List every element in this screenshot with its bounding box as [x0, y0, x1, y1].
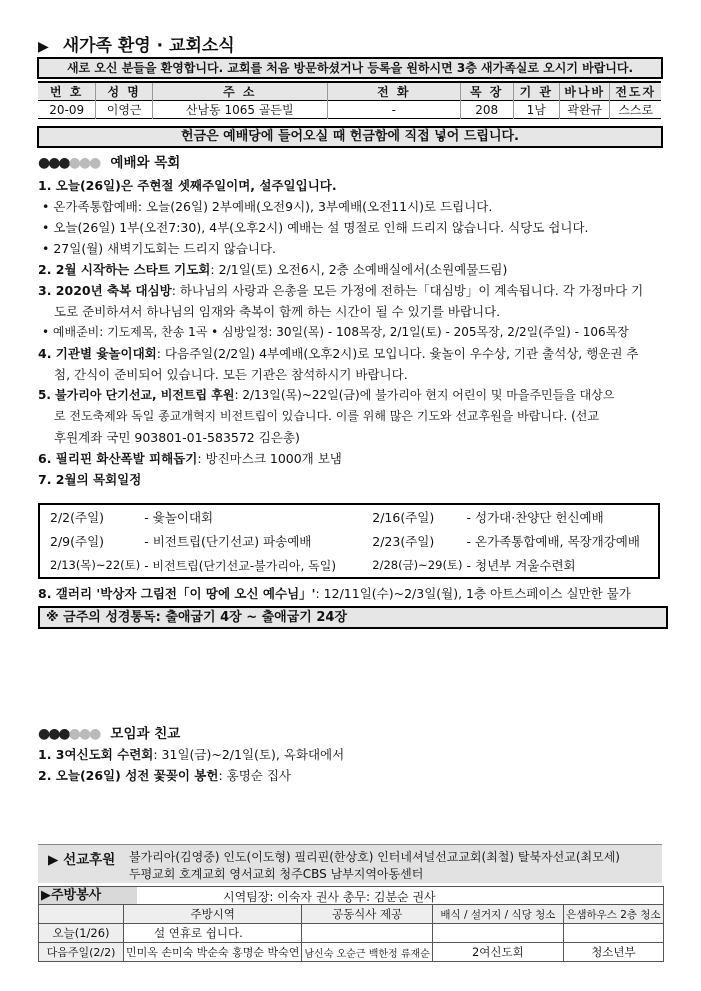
- cell: 설 연휴로 쉽니다.: [124, 924, 302, 943]
- col-header: 기 관: [513, 82, 560, 101]
- list-item: 후원계좌 국민 903801-01-583572 김은총): [54, 430, 300, 445]
- cell: 20-09: [38, 101, 96, 119]
- cell: -: [327, 101, 460, 119]
- col-header: 바나바: [560, 82, 610, 101]
- list-item: • 온가족통합예배: 오늘(26일) 2부예배(오전9시), 3부예배(오전11시)로 드립니다.: [42, 199, 493, 214]
- cell: 민미옥 손미숙 박순숙 홍명순 박숙연: [124, 943, 302, 962]
- cell: 곽완규: [560, 101, 610, 119]
- fellowship-heading: [38, 722, 180, 742]
- schedule-date: 2/2(주일): [50, 510, 105, 525]
- list-item: 5. 불가리아 단기선교, 비전트립 후원: 2/13일(목)~22일(금)에 불가리아 현지 어린이 및 마을주민들을 대상으: [38, 388, 615, 402]
- schedule-event: - 비전트립(단기선교) 파송예배: [144, 534, 312, 549]
- newcomer-table: [38, 81, 661, 119]
- list-item: 8. 갤러리 '박상자 그림전「이 땅에 오신 예수님」': 12/11일(수)~2/3일(월), 1층 아트스페이스 실만한 물가: [38, 586, 631, 601]
- schedule-date: 2/23(주일): [372, 534, 435, 549]
- schedule-date: 2/28(금)~29(토): [372, 558, 463, 572]
- col-header: 주방시역: [124, 905, 302, 924]
- col-header: 공동식사 제공: [302, 905, 432, 924]
- section-title-newcomer: [38, 31, 235, 56]
- table-row: [38, 101, 661, 119]
- mission-line: 두평교회 호계교회 영서교회 청주CBS 남부지역아동센터: [129, 867, 424, 881]
- bible-reading-banner: ※ 금주의 성경통독: 출애굽기 4장 ~ 출애굽기 24장: [38, 606, 668, 629]
- schedule-date: 2/16(주일): [372, 510, 435, 525]
- col-header: [39, 905, 124, 924]
- cell: 남신숙 오순근 백한정 류재순: [302, 943, 432, 962]
- kitchen-header-bar: [38, 886, 664, 906]
- triangle-icon: ▶: [38, 39, 49, 55]
- worship-heading-text: 예배와 목회: [110, 155, 181, 171]
- list-item: 1. 3여신도회 수련회: 31일(금)~2/1일(토), 옥화대에서: [38, 747, 345, 762]
- cell: [563, 924, 663, 943]
- list-item: 1. 오늘(26일)은 주현절 셋째주일이며, 설주일입니다.: [38, 178, 337, 193]
- list-item: 도로 준비하셔서 하나님의 임재와 축복이 함께 하는 시간이 될 수 있기를 바랍니다.: [54, 304, 501, 319]
- cell: 다음주일(2/2): [39, 943, 124, 962]
- list-item: • 27일(월) 새벽기도회는 드리지 않습니다.: [42, 241, 277, 256]
- kitchen-table-header: [39, 905, 664, 924]
- cell: [432, 924, 563, 943]
- dots-icon: ●●●●●●: [38, 155, 100, 171]
- col-header: 전도자: [610, 82, 661, 101]
- fellowship-heading-text: 모임과 친교: [110, 726, 181, 742]
- list-item: 2. 오늘(26일) 성전 꽃꽂이 봉헌: 홍명순 집사: [38, 768, 291, 783]
- cell: 오늘(1/26): [39, 924, 124, 943]
- table-row: [39, 529, 659, 553]
- kitchen-leaders: 시역팀장: 이숙자 권사 총무: 김분순 권사: [223, 890, 436, 904]
- col-header: 목 장: [460, 82, 513, 101]
- cell: 청소년부: [563, 943, 663, 962]
- table-row: [39, 504, 659, 529]
- schedule-event: - 청년부 겨울수련회: [466, 558, 576, 573]
- mission-label: ▶ 선교후원: [48, 852, 116, 868]
- schedule-event: - 윷놀이대회: [144, 510, 214, 525]
- table-row: [39, 553, 659, 578]
- worship-heading: [38, 151, 180, 171]
- schedule-event: - 온가족통합예배, 목장개강예배: [466, 534, 640, 549]
- col-header: 주 소: [152, 82, 327, 101]
- schedule-table: [38, 503, 660, 579]
- cell: 스스로: [618, 103, 654, 117]
- col-header: 은샘하우스 2층 청소: [563, 905, 663, 924]
- schedule-event: - 비전트립(단기선교-불가리아, 독일): [144, 558, 337, 573]
- list-item: 4. 기관별 윷놀이대회: 다음주일(2/2일) 4부예배(오후2시)로 모입니다. 윷놀이 우수상, 기관 출석상, 행운권 추: [38, 346, 639, 361]
- schedule-event: - 성가대·찬양단 헌신예배: [466, 510, 604, 525]
- cell: 2여신도회: [432, 943, 563, 962]
- cell: 208: [460, 101, 513, 119]
- newcomer-table-header: [38, 82, 661, 101]
- offering-notice: 헌금은 예배당에 들어오실 때 헌금함에 직접 넣어 드립니다.: [37, 126, 663, 148]
- list-item: 7. 2월의 목회일정: [38, 472, 142, 487]
- cell: [302, 924, 432, 943]
- dots-icon: ●●●●●●: [38, 726, 100, 742]
- table-row: [39, 943, 664, 962]
- list-item: 6. 필리핀 화산폭발 피해돕기: 방진마스크 1000개 보냄: [38, 451, 342, 466]
- cell: 1남: [513, 101, 560, 119]
- list-item: 3. 2020년 축복 대심방: 하나님의 사랑과 은총을 모든 가정에 전하는「대심방」이 계속됩니다. 각 가정마다 기: [38, 283, 644, 298]
- worship-items: [38, 175, 668, 490]
- table-row: [39, 924, 664, 943]
- mission-box: [38, 844, 662, 883]
- schedule-date: 2/13(목)~22(토): [50, 558, 141, 572]
- col-header: 번 호: [38, 82, 96, 101]
- list-item: 로 전도축제와 독일 종교개혁지 비전트립이 있습니다. 이를 위해 많은 기도와 선교후원을 바랍니다. (선교: [54, 409, 599, 423]
- mission-line: 불가리아(김영중) 인도(이도형) 필리핀(한상호) 인터네셔널선교교회(최철) 탈북자선교(최모세): [129, 850, 620, 864]
- list-item: 첨, 간식이 준비되어 있습니다. 모든 기관은 참석하시기 바랍니다.: [54, 367, 408, 382]
- list-item: • 예배준비: 기도제목, 찬송 1곡 • 심방일정: 30일(목) - 108목장, 2/1일(토) - 205목장, 2/2일(주일) - 106목장: [42, 325, 629, 339]
- col-header: 전 화: [327, 82, 460, 101]
- col-header: 배식 / 설거지 / 식당 청소: [432, 905, 563, 924]
- list-item: • 오늘(26일) 1부(오전7:30), 4부(오후2시) 예배는 설 명절로 인해 드리지 않습니다. 식당도 쉽니다.: [42, 220, 589, 235]
- kitchen-table: [38, 904, 664, 962]
- cell: 산남동 1065 골든빌: [152, 101, 327, 119]
- cell: 이영근: [96, 101, 152, 119]
- fellowship-items: [38, 744, 344, 786]
- section-title-text: 새가족 환영 · 교회소식: [62, 36, 235, 56]
- list-item: 2. 2월 시작하는 스타트 기도회: 2/1일(토) 오전6시, 2층 소예배실에서(소원예물드림): [38, 262, 508, 277]
- schedule-date: 2/9(주일): [50, 534, 105, 549]
- col-header: 성 명: [96, 82, 152, 101]
- kitchen-label: ▶주방봉사: [39, 887, 137, 905]
- welcome-banner: 새로 오신 분들을 환영합니다. 교회를 처음 방문하셨거나 등록을 원하시면 3층 새가족실로 오시기 바랍니다.: [37, 57, 663, 79]
